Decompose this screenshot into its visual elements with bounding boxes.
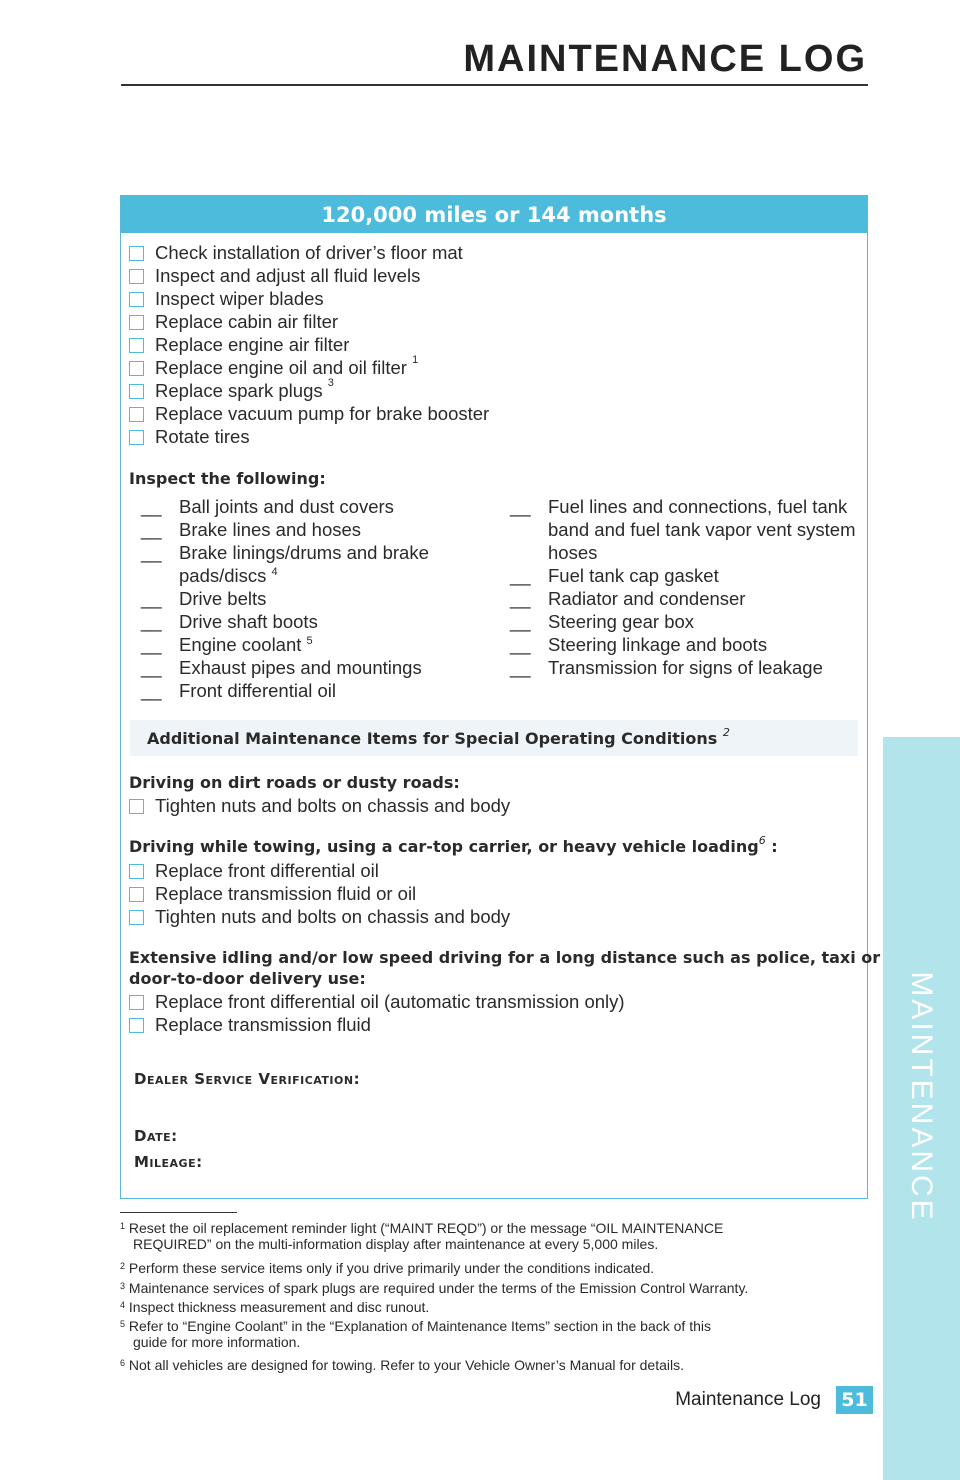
checklist-item-label: Replace front differential oil (155, 860, 379, 881)
inspect-item: __ Drive shaft boots (141, 611, 318, 632)
title-divider (121, 84, 868, 86)
checkbox[interactable] (129, 315, 144, 330)
mileage-label: Mileage: (134, 1153, 203, 1171)
footnote: $^6$ Not all vehicles are designed for towing. Refer to your Vehicle Owner’s Manual for details. (120, 1357, 685, 1373)
footnote: $^1$ Reset the oil replacement reminder light (“MAINT REQD”) or the message “OIL MAINTENANCE REQUIRED” on the multi-information display after maintenance at every 5,000 miles. (120, 1220, 724, 1252)
checklist-item-label: Rotate tires (155, 426, 250, 447)
checkbox[interactable] (129, 384, 144, 399)
page-title: MAINTENANCE LOG (463, 38, 867, 80)
idling-heading-cont: door-to-door delivery use: (129, 969, 366, 988)
inspect-item: __ Front differential oil (141, 680, 336, 701)
footnote-divider (120, 1212, 237, 1213)
page-number: 51 (836, 1386, 873, 1414)
checkbox[interactable] (129, 269, 144, 284)
section-side-tab (883, 737, 960, 1480)
checkbox[interactable] (129, 338, 144, 353)
checklist-item-label: Check installation of driver’s floor mat (155, 242, 463, 263)
checkbox[interactable] (129, 910, 144, 925)
checklist-item-label: Replace front differential oil (automatic transmission only) (155, 991, 625, 1012)
checkbox[interactable] (129, 887, 144, 902)
footnote-ref: 1 (412, 354, 419, 366)
checkbox[interactable] (129, 430, 144, 445)
inspect-item: __ Ball joints and dust covers (141, 496, 394, 517)
inspect-item: __ Steering gear box (510, 611, 695, 632)
checklist-item-label: Replace transmission fluid or oil (155, 883, 417, 904)
inspect-item: __ Brake lines and hoses (141, 519, 362, 540)
footnote: $^5$ Refer to “Engine Coolant” in the “Explanation of Maintenance Items” section in the back of this guide for more information. (120, 1318, 711, 1350)
footnote: $^4$ Inspect thickness measurement and disc runout. (120, 1299, 430, 1315)
inspect-item: __ Fuel lines and connections, fuel tank band and fuel tank vapor vent system hoses (510, 496, 856, 563)
checklist-item-label: Replace transmission fluid (155, 1014, 371, 1035)
additional-items-banner (130, 720, 858, 756)
checklist-item-label: Replace engine air filter (155, 334, 350, 355)
footnote-ref: 3 (327, 377, 334, 389)
checklist-item-label: Tighten nuts and bolts on chassis and body (155, 795, 511, 816)
idling-heading: Extensive idling and/or low speed driving for a long distance such as police, taxi or (129, 948, 881, 967)
checklist-item-label: Inspect wiper blades (155, 288, 324, 309)
interval-header: 120,000 miles or 144 months (121, 196, 867, 233)
checkbox[interactable] (129, 292, 144, 307)
checkbox[interactable] (129, 1018, 144, 1033)
checklist-item-label: Replace engine oil and oil filter (155, 357, 407, 378)
inspect-item: __ Radiator and condenser (510, 588, 746, 609)
checkbox[interactable] (129, 864, 144, 879)
date-label: Date: (134, 1127, 178, 1145)
side-tab-label: MAINTENANCE (905, 971, 938, 1223)
checklist-item-label: Replace vacuum pump for brake booster (155, 403, 490, 424)
checkbox[interactable] (129, 407, 144, 422)
inspect-item: __ Drive belts (141, 588, 267, 609)
towing-heading: Driving while towing, using a car-top carrier, or heavy vehicle loading$^6$ : (129, 834, 778, 856)
checklist-item-label: Replace spark plugs (155, 380, 323, 401)
inspect-list-right (510, 495, 865, 679)
checkbox[interactable] (129, 799, 144, 814)
checkbox[interactable] (129, 361, 144, 376)
footer-section-label: Maintenance Log (675, 1389, 821, 1410)
inspect-item: __ Fuel tank cap gasket (510, 565, 719, 586)
inspect-item: __ Transmission for signs of leakage (510, 657, 823, 678)
dealer-verification-label: Dealer Service Verification: (134, 1070, 361, 1088)
checklist-item-label: Tighten nuts and bolts on chassis and body (155, 906, 511, 927)
maintenance-interval-box (120, 195, 881, 1199)
footnote: $^2$ Perform these service items only if you drive primarily under the conditions indicated. (120, 1260, 655, 1276)
dirt-roads-heading: Driving on dirt roads or dusty roads: (129, 773, 460, 792)
checkbox[interactable] (129, 995, 144, 1010)
inspect-item: __ Brake linings/drums and brake pads/discs $^4$ (141, 542, 429, 586)
inspect-item: __ Steering linkage and boots (510, 634, 768, 655)
footnote: $^3$ Maintenance services of spark plugs are required under the terms of the Emission Control Warranty. (120, 1280, 749, 1296)
checklist-item-label: Inspect and adjust all fluid levels (155, 265, 421, 286)
additional-items-title: Additional Maintenance Items for Special Operating Conditions (147, 729, 718, 748)
inspect-item: __ Engine coolant $^5$ (141, 634, 313, 655)
inspect-heading: Inspect the following: (129, 469, 326, 488)
inspect-list-left (141, 495, 481, 702)
footnote-ref: 2 (722, 726, 730, 739)
inspect-item: __ Exhaust pipes and mountings (141, 657, 422, 678)
checkbox[interactable] (129, 246, 144, 261)
checklist-item-label: Replace cabin air filter (155, 311, 339, 332)
